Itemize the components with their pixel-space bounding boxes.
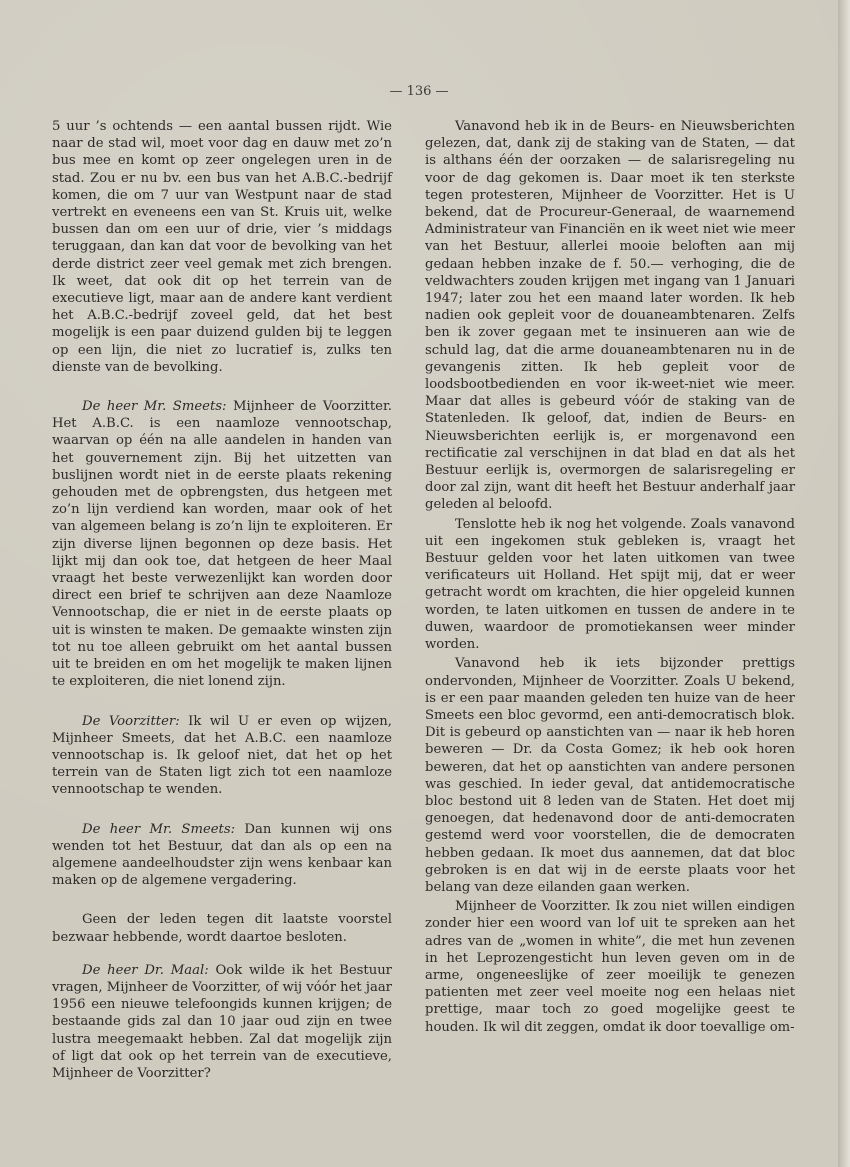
speech-text: Dan kunnen wij ons wenden tot het Bestuur, dat dan als op een na algemene aandeelhoudster zijn wens kenbaar kan maken op de algemene vergadering. [52,821,392,889]
speaker-label: De Voorzitter: [82,713,180,729]
paragraph: Vanavond heb ik in de Beurs- en Nieuwsberichten gelezen, dat, dank zij de staking van de Staten, — dat is althans één der oorzaken — de salarisregeling nu voor de dag gekomen is. Daar moet ik ten sterkste tegen protesteren, Mijnheer de Voorzitter. Het is U bekend, dat de Procureur-Generaal, de waarnemend Administrateur van Financiën en ik weet niet wie meer van het Bestuur, allerlei mooie beloften aan mij gedaan hebben inzake de f. 50.— verhoging, die de veldwachters zouden krijgen met ingang van 1 Januari 1947; later zou het een maand later worden. Ik heb nadien ook gepleit voor de douaneambtenaren. Zelfs ben ik zover gegaan met te insinueren aan wie de schuld lag, dat die arme douaneambtenaren nu in de gevangenis zitten. Ik heb gepleit voor de loodsbootbedienden en voor ik-weet-niet wie meer. Maar dat alles is gebeurd vóór de staking van de Statenleden. Ik geloof, dat, indien de Beurs- en Nieuwsberichten eerlijk is, er morgenavond een rectificatie zal verschijnen in dat blad en dat als het Bestuur eerlijk is, overmorgen de salarisregeling er door zal zijn, want dit heeft het Bestuur anderhalf jaar geleden al beloofd. [425,119,795,513]
paragraph [52,398,392,690]
speaker-label: De heer Dr. Maal: [82,962,209,978]
speaker-label: De heer Mr. Smeets: [82,399,227,415]
page-number: — 136 — [389,84,449,99]
paragraph: Vanavond heb ik iets bijzonder prettigs ondervonden, Mijnheer de Voorzitter. Zoals U bekend, is er een paar maanden geleden ten huize van de heer Smeets een bloc gevormd, een anti-democratisch blok. Dit is gebeurd op aanstichten van — naar ik heb horen beweren — Dr. da Costa Gomez; ik heb ook horen beweren, dat het op aanstichten van andere personen was geschied. In ieder geval, dat antidemocratische bloc bestond uit 8 leden van de Staten. Het doet mij genoegen, dat hedenavond door de anti-democraten gestemd werd voor voorstellen, die de democraten hebben gedaan. Ik moet dus aannemen, dat dat bloc gebroken is en dat wij in de eerste plaats voor het belang van deze eilanden gaan werken. [425,656,795,895]
right-column [425,118,795,1036]
paragraph: Tenslotte heb ik nog het volgende. Zoals vanavond uit een ingekomen stuk gebleken is, vraagt het Bestuur gelden voor het laten uitkomen van twee verificateurs uit Holland. Het spijt mij, dat er weer getracht wordt om krachten, die hier opgeleid kunnen worden, te laten uitkomen en tussen de andere in te duwen, waardoor de promotiekansen weer minder worden. [425,516,795,653]
speaker-label: De heer Mr. Smeets: [82,821,236,837]
speech-text: Mijnheer de Voorzitter. Het A.B.C. is een naamloze vennootschap, waarvan op één na alle aandelen in handen van het gouvernement zijn. Bij het uitzetten van buslijnen wordt niet in de eerste plaats rekening gehouden met de opbrengsten, dus hetgeen met zo’n lijn verdiend kan worden, maar ook of het van algemeen belang is zo’n lijn te exploiteren. Er zijn diverse lijnen begonnen op deze basis. Het lijkt mij dan ook toe, dat hetgeen de heer Maal vraagt het beste verwezenlijkt kan worden door direct een brief te schrijven aan deze Naamloze Vennootschap, die er niet in de eerste plaats op uit is winsten te maken. De gemaakte winsten zijn tot nu toe alleen gebruikt om het aantal bussen uit te breiden en om het mogelijk te maken lijnen te exploiteren, die niet lonend zijn. [52,399,392,690]
paragraph [52,713,392,799]
left-column [52,118,392,1082]
paragraph: Mijnheer de Voorzitter. Ik zou niet willen eindigen zonder hier een woord van lof uit te spreken aan het adres van de „women in white”, die met hun zevenen in het Leprozengesticht hun leven geven om in de arme, ongeneeslijke of zeer moeilijk te genezen patienten met zeer veel moeite nog een helaas niet prettige, maar toch zo goed mogelijke geest te houden. Ik wil dit zeggen, omdat ik door toevallige om- [425,899,795,1035]
paragraph [52,821,392,890]
paragraph: Geen der leden tegen dit laatste voorstel bezwaar hebbende, wordt daartoe besloten. [52,912,392,945]
paragraph [52,962,392,1082]
speech-text: Ik wil U er even op wijzen, Mijnheer Smeets, dat het A.B.C. een naamloze vennootschap is. Ik geloof niet, dat het op het terrein van de Staten ligt zich tot een naamloze vennootschap te wenden. [52,713,392,798]
page-edge [838,0,850,1167]
speech-text: Ook wilde ik het Bestuur vragen, Mijnheer de Voorzitter, of wij vóór het jaar 1956 een nieuwe telefoongids kunnen krijgen; de bestaande gids zal dan 10 jaar oud zijn en twee lustra meegemaakt hebben. Zal dat mogelijk zijn of ligt dat ook op het terrein van de executieve, Mijnheer de Voorzitter? [52,962,392,1081]
paragraph: 5 uur ’s ochtends — een aantal bussen rijdt. Wie naar de stad wil, moet voor dag en dauw met zo’n bus mee en komt op zeer ongelegen uren in de stad. Zou er nu bv. een bus van het A.B.C.-bedrijf komen, die om 7 uur van Westpunt naar de stad vertrekt en eveneens een van St. Kruis uit, welke bussen dan om een uur of drie, vier ’s middags teruggaan, dan kan dat voor de bevolking van het derde district zeer veel gemak met zich brengen. Ik weet, dat ook dit op het terrein van de executieve ligt, maar aan de andere kant verdient het A.B.C.-bedrijf zoveel geld, dat het best mogelijk is een paar duizend gulden bij te leggen op een lijn, die niet zo lucratief is, zulks ten dienste van de bevolking. [52,119,392,375]
